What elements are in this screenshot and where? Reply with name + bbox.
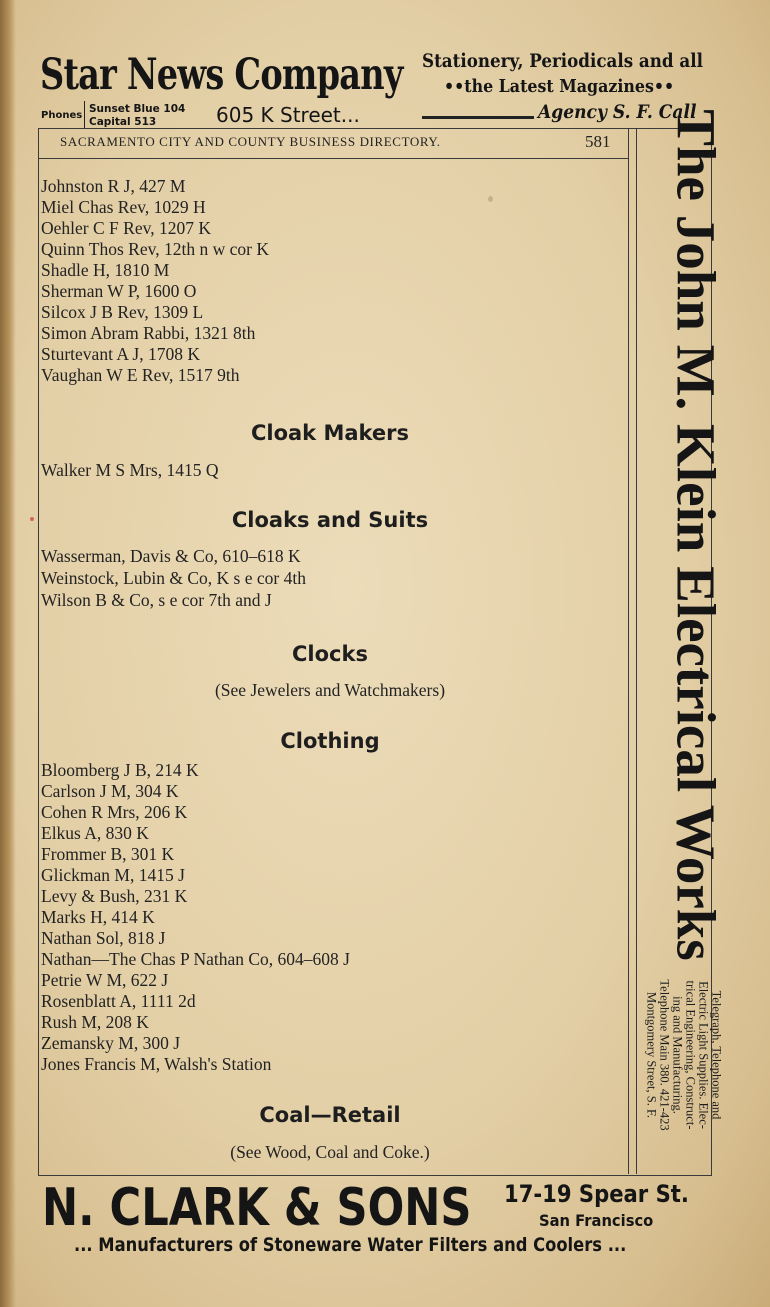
directory-entry: Walker M S Mrs, 1415 Q [41, 460, 219, 480]
directory-entry: Glickman M, 1415 J [41, 865, 185, 885]
top-ad-address: 605 K Street... [216, 103, 360, 127]
directory-entry: Johnston R J, 427 M [41, 176, 186, 196]
phones-brace [84, 101, 87, 128]
header-rule [38, 158, 628, 159]
side-ad-line-5: Telephone Main 380. 421-423 [657, 979, 672, 1131]
directory-entry: Simon Abram Rabbi, 1321 8th [41, 323, 256, 343]
directory-entry: Sturtevant A J, 1708 K [41, 344, 200, 364]
section-heading-coal-retail: Coal—Retail [259, 1103, 401, 1127]
side-ad-line-2: Electric Light Supplies. Elec- [696, 981, 711, 1129]
see-reference: (See Wood, Coal and Coke.) [230, 1142, 430, 1162]
directory-entry: Carlson J M, 304 K [41, 781, 179, 801]
side-ad-line-3: trical Engineering, Construct- [683, 980, 698, 1130]
bottom-ad-address: 17-19 Spear St. [504, 1180, 689, 1208]
see-reference: (See Jewelers and Watchmakers) [214, 680, 446, 700]
directory-entry: Cohen R Mrs, 206 K [41, 802, 188, 822]
directory-entry: Oehler C F Rev, 1207 K [41, 218, 211, 238]
section-heading-clothing: Clothing [280, 729, 380, 753]
directory-entry: Elkus A, 830 K [41, 823, 149, 843]
phone-number-2: Capital 513 [89, 116, 157, 128]
directory-entry: Quinn Thos Rev, 12th n w cor K [41, 239, 269, 259]
paper-spot [30, 517, 34, 521]
side-ad-inner-rule [636, 128, 637, 1174]
directory-entry: Wasserman, Davis & Co, 610–618 K [41, 546, 301, 566]
side-ad-line-4: ing and Manufacturing. [670, 996, 685, 1114]
bottom-ad-company: N. CLARK & SONS [42, 1178, 472, 1238]
section-heading-cloaks-suits: Cloaks and Suits [231, 508, 429, 532]
running-header: SACRAMENTO CITY AND COUNTY BUSINESS DIRECTORY. [60, 134, 441, 149]
top-ad-company: Star News Company [40, 50, 403, 100]
section-heading-clocks: Clocks [292, 642, 368, 666]
directory-entry: Nathan Sol, 818 J [41, 928, 166, 948]
directory-entry: Sherman W P, 1600 O [41, 281, 197, 301]
phones-label: Phones [41, 110, 83, 121]
directory-entry: Silcox J B Rev, 1309 L [41, 302, 204, 322]
directory-entry: Rosenblatt A, 1111 2d [41, 991, 196, 1011]
section-heading-cloak-makers: Cloak Makers [250, 421, 410, 445]
directory-entry: Levy & Bush, 231 K [41, 886, 188, 906]
directory-entry: Rush M, 208 K [41, 1012, 149, 1032]
directory-entry: Shadle H, 1810 M [41, 260, 170, 280]
top-ad-line-3: Agency S. F. Call [538, 101, 697, 123]
directory-entry: Weinstock, Lubin & Co, K s e cor 4th [41, 568, 306, 588]
side-ad-line-6: Montgomery Street, S. F. [644, 991, 659, 1119]
side-ad-line-1: Telegraph, Telephone and [709, 990, 724, 1120]
side-ad-title: The John M. Klein Electrical Works [665, 109, 727, 961]
directory-entry: Jones Francis M, Walsh's Station [41, 1054, 272, 1074]
phone-number-1: Sunset Blue 104 [89, 103, 186, 115]
top-ad-line-1: Stationery, Periodicals and all [422, 50, 703, 72]
directory-entry: Zemansky M, 300 J [41, 1033, 181, 1053]
directory-entry: Vaughan W E Rev, 1517 9th [41, 365, 240, 385]
directory-entry: Nathan—The Chas P Nathan Co, 604–608 J [41, 949, 350, 969]
top-ad-line-2: ••the Latest Magazines•• [444, 76, 675, 97]
bottom-ad-tagline: ... Manufacturers of Stoneware Water Filters and Coolers ... [74, 1234, 627, 1256]
book-spine-shadow [0, 0, 16, 1307]
directory-entry: Bloomberg J B, 214 K [41, 760, 199, 780]
directory-entry: Marks H, 414 K [41, 907, 155, 927]
top-ad-rule [422, 116, 534, 119]
directory-entry: Miel Chas Rev, 1029 H [41, 197, 206, 217]
directory-entry: Wilson B & Co, s e cor 7th and J [41, 590, 272, 610]
directory-entry: Frommer B, 301 K [41, 844, 175, 864]
directory-entry: Petrie W M, 622 J [41, 970, 169, 990]
bottom-ad-city: San Francisco [539, 1211, 654, 1230]
page-number: 581 [585, 132, 611, 151]
